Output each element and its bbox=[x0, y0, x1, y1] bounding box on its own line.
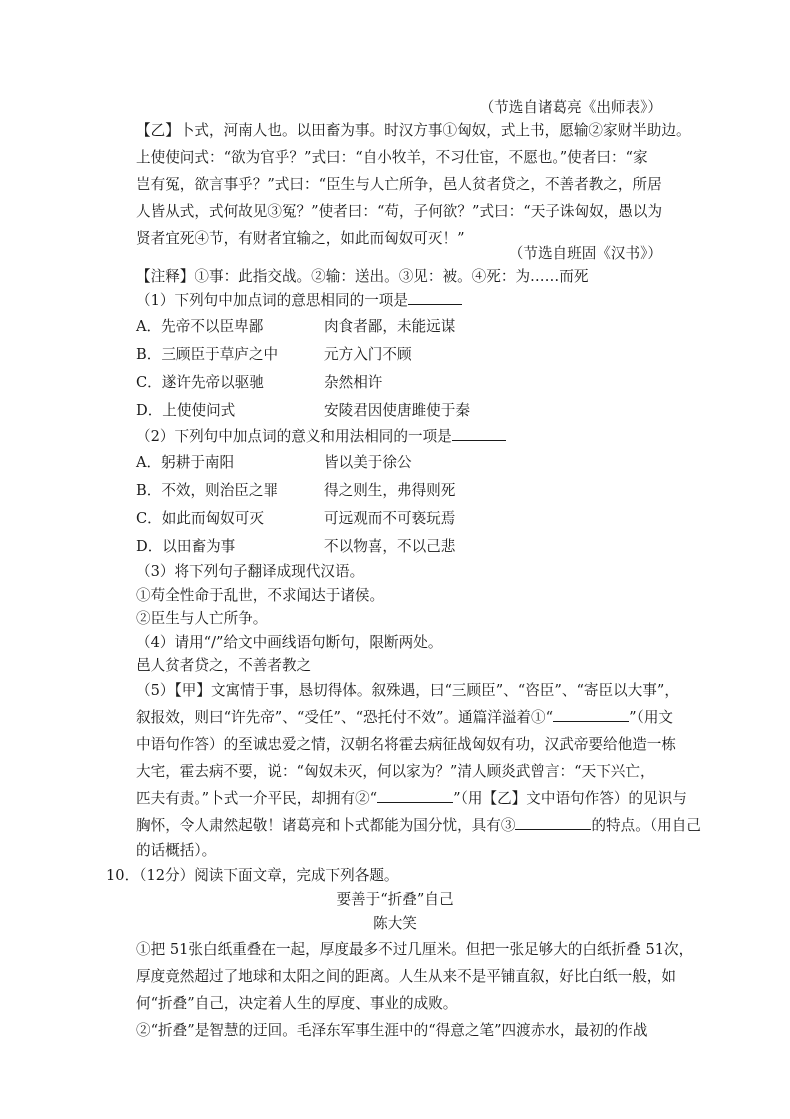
article-line: ②“折叠”是智慧的迂回。毛泽东军事生涯中的“得意之笔”四渡赤水，最初的作战 bbox=[136, 1022, 648, 1039]
option-right: 安陵君因使唐雎使于秦 bbox=[324, 402, 470, 419]
question-5-line: 的话概括）。 bbox=[136, 842, 217, 859]
option-right: 不以物喜，不以己悲 bbox=[324, 538, 456, 555]
option-right: 杂然相许 bbox=[324, 374, 383, 391]
option-row bbox=[0, 480, 790, 502]
option-row bbox=[0, 372, 790, 394]
translate-sentence-1: ①苟全性命于乱世，不求闻达于诸侯。 bbox=[136, 587, 385, 604]
passage-yi-line: 上使使问式：“欲为官乎？”式曰：“自小牧羊，不习仕宦，不愿也。”使者曰：“家 bbox=[136, 149, 648, 166]
question-1-stem: （1）下列句中加点词的意思相同的一项是 bbox=[136, 290, 462, 312]
option-row bbox=[0, 344, 790, 366]
option-right: 得之则生，弗得则死 bbox=[324, 482, 456, 499]
option-row bbox=[0, 316, 790, 338]
question-5-line: 匹夫有责。”卜式一介平民，却拥有②“ ”（用【乙】文中语句作答）的见识与 bbox=[136, 790, 687, 807]
punctuate-sentence: 邑人贫者贷之，不善者教之 bbox=[136, 657, 312, 674]
question-5-line: （5）【甲】文寓情于事，恳切得体。叙殊遇，曰“三顾臣”、“咨臣”、“寄臣以大事”， bbox=[136, 682, 679, 699]
article-line: 何“折叠”自己，决定着人生的厚度、事业的成败。 bbox=[136, 995, 458, 1012]
answer-blank bbox=[515, 815, 591, 830]
option-left: B．不效，则治臣之罪 bbox=[136, 482, 279, 499]
answer-blank bbox=[408, 290, 462, 305]
option-right: 可远观而不可亵玩焉 bbox=[324, 510, 456, 527]
article-author: 陈大笑 bbox=[373, 915, 417, 932]
notes: 【注释】①事：此指交战。②输：送出。③见：被。④死：为……而死 bbox=[136, 268, 589, 285]
source-yi: （节选自班固《汉书》） bbox=[508, 245, 662, 262]
option-right: 皆以美于徐公 bbox=[324, 454, 412, 471]
translate-sentence-2: ②臣生与人亡所争。 bbox=[136, 610, 268, 627]
question-10-header: 10．（12分）阅读下面文章，完成下列各题。 bbox=[106, 867, 399, 884]
option-right: 元方入门不顾 bbox=[324, 346, 412, 363]
option-left: B．三顾臣于草庐之中 bbox=[136, 346, 279, 363]
passage-yi-line: 贤者宜死④节，有财者宜输之，如此而匈奴可灭！” bbox=[136, 230, 465, 247]
option-left: A．躬耕于南阳 bbox=[136, 454, 235, 471]
option-left: D．以田畜为事 bbox=[136, 538, 236, 555]
question-5-line: 中语句作答）的至诚忠爱之情，汉朝名将霍去病征战匈奴有功，汉武帝要给他造一栋 bbox=[136, 736, 676, 753]
option-row bbox=[0, 508, 790, 530]
passage-yi-line: 人皆从式，式何故见③冤？”使者曰：“苟，子何欲？”式曰：“天子诛匈奴，愚以为 bbox=[136, 203, 663, 220]
question-2-stem: （2）下列句中加点词的意义和用法相同的一项是 bbox=[136, 426, 506, 448]
answer-blank bbox=[452, 426, 506, 441]
option-right: 肉食者鄙，未能远谋 bbox=[324, 318, 456, 335]
option-row bbox=[0, 452, 790, 474]
option-row bbox=[0, 536, 790, 558]
question-4-stem: （4）请用“/”给文中画线语句断句，限断两处。 bbox=[136, 634, 443, 651]
option-left: A．先帝不以臣卑鄙 bbox=[136, 318, 264, 335]
question-3-stem: （3）将下列句子翻译成现代汉语。 bbox=[136, 563, 365, 580]
question-5-line: 胸怀，令人肃然起敬！诸葛亮和卜式都能为国分忧，具有③ 的特点。（用自己 bbox=[136, 817, 701, 834]
question-5-line: 叙报效，则曰“许先帝”、“受任”、“恐托付不效”。通篇洋溢着①“ ”（用文 bbox=[136, 709, 674, 726]
option-left: D．上使使问式 bbox=[136, 402, 236, 419]
option-left: C．遂许先帝以驱驰 bbox=[136, 374, 264, 391]
answer-blank bbox=[553, 707, 629, 722]
article-title: 要善于“折叠”自己 bbox=[336, 891, 454, 908]
answer-blank bbox=[377, 788, 453, 803]
option-row bbox=[0, 400, 790, 422]
passage-yi-line: 岂有冤，欲言事乎？”式曰：“臣生与人亡所争，邑人贫者贷之，不善者教之，所居 bbox=[136, 176, 662, 193]
source-jia: （节选自诸葛亮《出师表》） bbox=[479, 99, 662, 116]
option-left: C．如此而匈奴可灭 bbox=[136, 510, 264, 527]
article-line: 厚度竟然超过了地球和太阳之间的距离。人生从来不是平铺直叙，好比白纸一般，如 bbox=[136, 968, 676, 985]
passage-yi-line: 【乙】卜式，河南人也。以田畜为事。时汉方事①匈奴，式上书，愿输②家财半助边。 bbox=[136, 122, 691, 139]
question-5-line: 大宅，霍去病不要，说：“匈奴未灭，何以家为？”清人顾炎武曾言：“天下兴亡， bbox=[136, 763, 655, 780]
article-line: ①把 51张白纸重叠在一起，厚度最多不过几厘米。但把一张足够大的白纸折叠 51次， bbox=[136, 941, 694, 958]
